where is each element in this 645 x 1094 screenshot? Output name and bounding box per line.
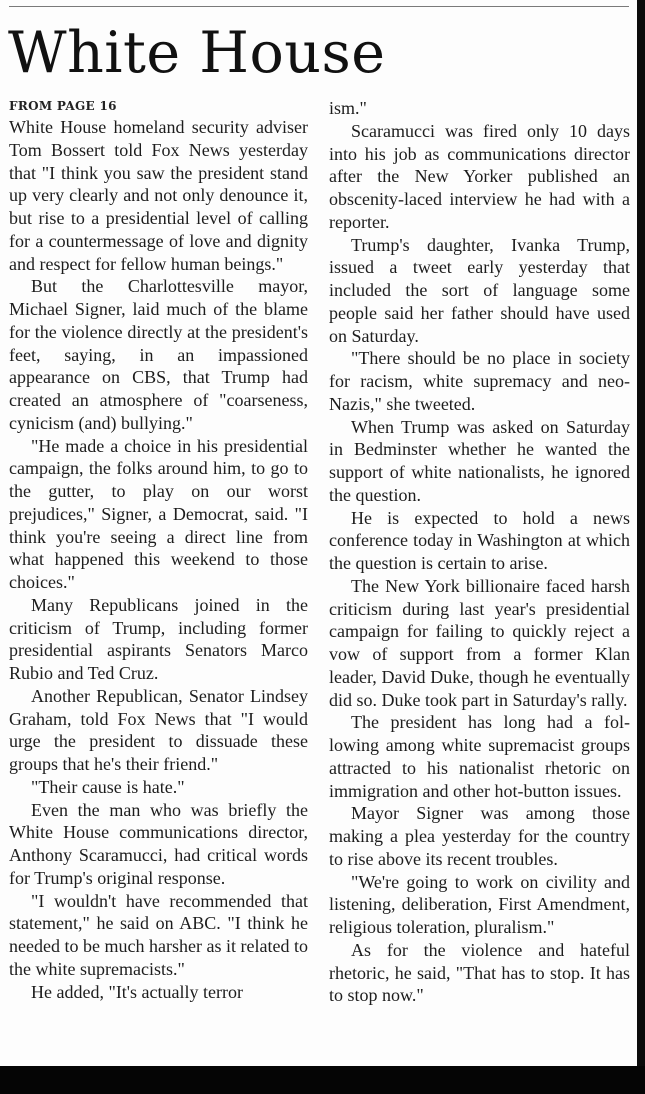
paragraph: "There should be no place in society for racism, white supremacy and neo-Nazis," she tweeted. bbox=[329, 348, 630, 414]
paragraph: White House homeland security adviser Tom Bossert told Fox News yesterday that "I think you saw the president stand up very clearly and not only denounce it, but rise to a presidential level of calling for a countermessage of love and dignity and respect for fellow human beings." bbox=[9, 117, 308, 274]
paragraph: "Their cause is hate." bbox=[31, 776, 185, 797]
top-rule-divider bbox=[9, 6, 629, 7]
paragraph: But the Charlottesville mayor, Michael Signer, laid much of the blame for the violence directly at the president's feet, saying, in an impassioned appearance on CBS, that Trump had created an atmosphere of "coarseness, cynicism (and) bullying." bbox=[9, 276, 308, 433]
paragraph: Scaramucci was fired only 10 days into his job as communications director after the New Yorker published an obscenity-laced interview he had with a reporter. bbox=[329, 120, 630, 232]
paragraph: Trump's daughter, Ivanka Trump, issued a tweet early yesterday that included the sort of language some people said her father should have used on Saturday. bbox=[329, 234, 630, 346]
paragraph: "I wouldn't have recommended that statement," he said on ABC. "I think he needed to be much harsher as it related to the white supremacists." bbox=[9, 890, 308, 979]
paragraph: Mayor Signer was among those making a plea yesterday for the country to rise above its recent troubles. bbox=[329, 803, 630, 869]
jump-line: FROM PAGE 16 bbox=[9, 99, 117, 113]
paragraph: "We're going to work on civility and listening, deliberation, First Amendment, religious toleration, pluralism." bbox=[329, 871, 630, 937]
paragraph: "He made a choice in his presidential campaign, the folks around him, to go to the gutter, to play on our worst prejudices," Signer, a Democrat, said. "I think you're seeing a direct line from what happened this weekend to those choices." bbox=[9, 435, 308, 592]
paragraph: As for the violence and hateful rhetoric, he said, "That has to stop. It has to stop now." bbox=[329, 939, 630, 1006]
paragraph: The president has long had a following among white supremacist groups attracted to his nationalist rhetoric on immigration and other hot-button issues. bbox=[329, 712, 630, 801]
paragraph: The New York billionaire faced harsh criticism during last year's presidential campaign for failing to quickly reject a vow of support from a former Klan leader, David Duke, though he eventually did so. Duke took part in Saturday's rally. bbox=[329, 575, 630, 710]
headline: White House bbox=[8, 20, 386, 86]
paragraph: Many Republicans joined in the criticism of Trump, including former presidential aspirants Senators Marco Rubio and Ted Cruz. bbox=[9, 594, 308, 683]
paragraph: Another Republican, Senator Lindsey Graham, told Fox News that "I would urge the president to dissuade these groups that he's their friend." bbox=[9, 685, 308, 774]
paragraph: He is expected to hold a news conference today in Washington at which the question is certain to arise. bbox=[329, 507, 630, 573]
paragraph: Even the man who was briefly the White House communications director, Anthony Scaramucci, had critical words for Trump's original response. bbox=[9, 799, 308, 888]
paragraph: ism." bbox=[329, 98, 367, 118]
paragraph: He added, "It's actually terror bbox=[31, 981, 244, 1002]
article-column-left bbox=[9, 116, 308, 1003]
scan-edge-bottom bbox=[0, 1066, 645, 1094]
scan-edge-right bbox=[637, 0, 645, 1094]
article-column-right bbox=[329, 97, 630, 1007]
paragraph: When Trump was asked on Saturday in Bedminster whether he wanted the support of white nationalists, he ignored the question. bbox=[329, 416, 630, 505]
